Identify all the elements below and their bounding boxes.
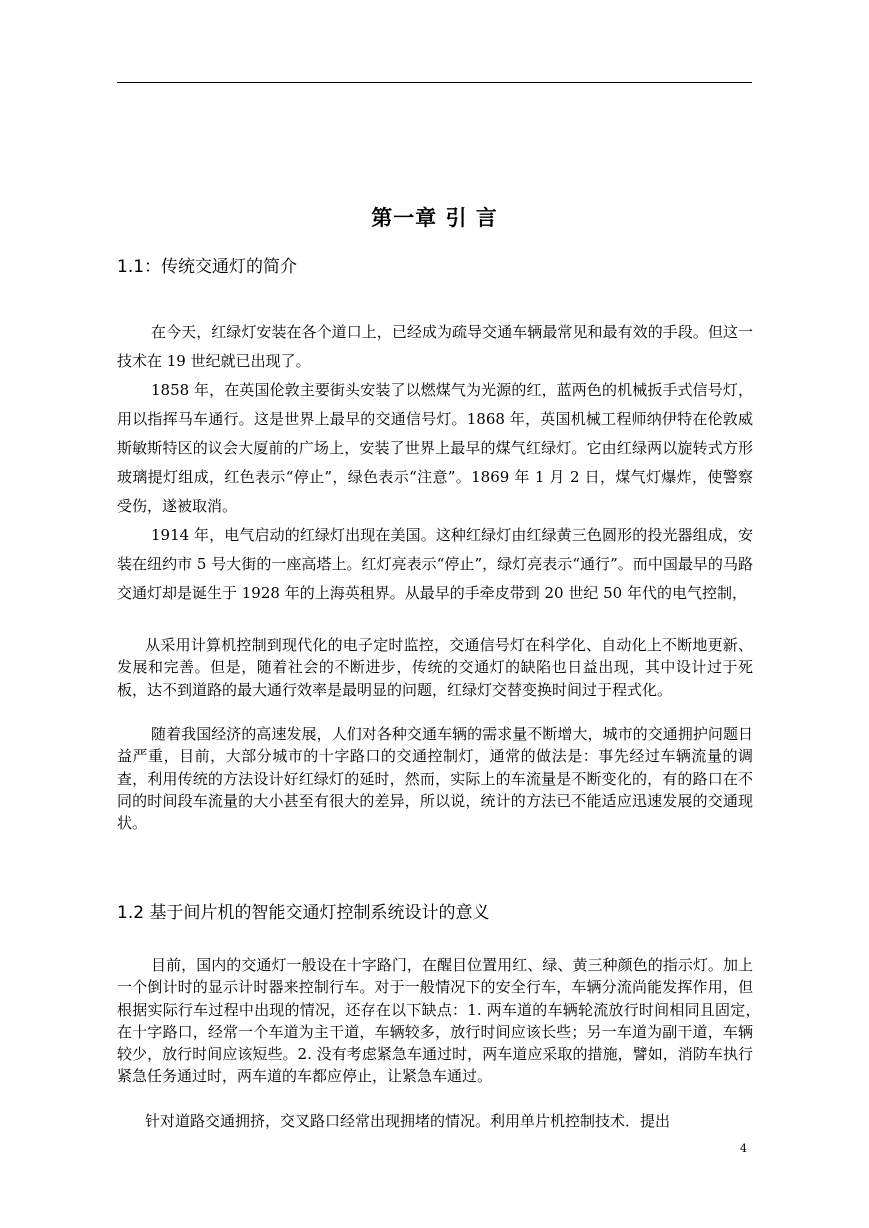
paragraph-7 — [117, 1110, 753, 1132]
paragraph-5 — [117, 723, 753, 834]
paragraph-text: 随着我国经济的高速发展，人们对各种交通车辆的需求量不断增大，城市的交通拥护问题日益严重，目前，大部分城市的十字路口的交通控制灯，通常的做法是：事先经过车辆流量的调查，利用传统的方法设计好红绿灯的延时，然而，实际上的车流量是不断变化的，有的路口在不同的时间段车流量的大小甚至有很大的差异，所以说，统计的方法已不能适应迅速发展的交通现状。 — [117, 725, 753, 833]
paragraph-2 — [117, 376, 753, 521]
paragraph-text: 从采用计算机控制到现代化的电子定时监控，交通信号灯在科学化、自动化上不断地更新、发展和完善。但是，随着社会的不断进步，传统的交通灯的缺陷也日益出现，其中设计过于死板，达不到道路的最大通行效率是最明显的问题，红绿灯交替变换时间过于程式化。 — [117, 636, 753, 699]
chapter-title: 第一章 引 言 — [371, 206, 498, 230]
paragraph-text: 1858 年，在英国伦敦主要街头安装了以燃煤气为光源的红，蓝两色的机械扳手式信号灯，用以指挥马车通行。这是世界上最早的交通信号灯。1868 年，英国机械工程师纳伊特在伦敦威斯敏斯特区的议会大厦前的广场上，安装了世界上最早的煤气红绿灯。它由红绿两以旋转式方形玻璃提灯组成，红色表示“停止”，绿色表示“注意”。1869 年 1 月 2 日，煤气灯爆炸，使警察受伤，遂被取消。 — [117, 381, 753, 515]
paragraph-text: 1914 年，电气启动的红绿灯出现在美国。这种红绿灯由红绿黄三色圆形的投光器组成，安装在纽约市 5 号大街的一座高塔上。红灯亮表示“停止”，绿灯亮表示“通行”。而中国最早的马路交通灯却是诞生于 1928 年的上海英租界。从最早的手牵皮带到 20 世纪 50 年代的电气控制， — [117, 526, 753, 602]
paragraph-text: 在今天，红绿灯安装在各个道口上，已经成为疏导交通车辆最常见和最有效的手段。但这一技术在 19 世纪就已出现了。 — [117, 323, 753, 370]
paragraph-text: 针对道路交通拥挤，交叉路口经常出现拥堵的情况。利用单片机控制技术．提出 — [145, 1112, 671, 1130]
page-number: 4 — [740, 1142, 747, 1155]
section-title-1-2: 1.2 基于间片机的智能交通灯控制系统设计的意义 — [117, 903, 490, 923]
paragraph-3 — [117, 521, 753, 608]
paragraph-text: 目前，国内的交通灯一般设在十字路门，在醒目位置用红、绿、黄三种颜色的指示灯。加上一个倒计时的显示计时器来控制行车。对于一般情况下的安全行车，车辆分流尚能发挥作用，但根据实际行车过程中出现的情况，还存在以下缺点：1. 两车道的车辆轮流放行时间相同且固定， 在十字路口，经常一个车道为主干道，车辆较多，放行时间应该长些；另一车道为副干道，车辆较少，放行时间应该短些。2. 没有考虑紧急车通过时，两车道应采取的措施，譬如，消防车执行紧急任务通过时，两车道的车都应停止，让紧急车通过。 — [117, 956, 769, 1086]
paragraph-1 — [117, 318, 753, 376]
paragraph-4 — [117, 634, 753, 701]
header-rule — [117, 82, 752, 83]
section-title-1-1: 1.1：传统交通灯的简介 — [117, 257, 298, 277]
paragraph-6 — [117, 954, 769, 1088]
